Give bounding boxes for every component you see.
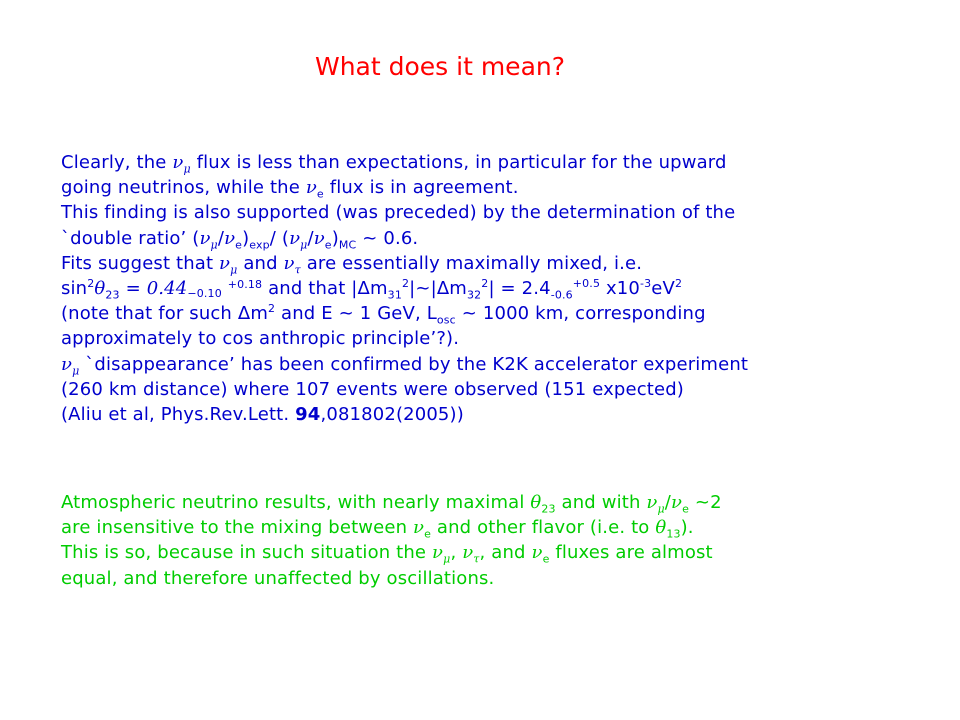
text-line: are insensitive to the mixing between $\nu_e$ and other flavor (i.e. to $\theta_{13}$). (61, 517, 694, 541)
text-line: $\sin^2\theta_{23} = 0.44-0.10$ $^{+0.18}$ and that $|\Delta m_{31}^2|\sim|\Delta m_{32}^2| = 2.4_{-0.6}^{+0.5}$ $x10^{-3}eV^2$ (61, 277, 683, 302)
text-line: going neutrinos, while the $\nu_e$ flux is in agreement. (61, 177, 519, 201)
text-line: (260 km distance) where 107 events were observed (151 expected) (61, 378, 684, 400)
text-line: (note that for such $\Delta m^2$ and E ~ 1 GeV, $L_{osc}$ ~ 1000 km, corresponding (61, 302, 706, 327)
text-line: Atmospheric neutrino results, with nearly maximal $\theta_{23}$ and with $\nu_\mu/\nu_e$ ~2 (61, 492, 722, 516)
text-line: This finding is also supported (was preceded) by the determination of the (61, 202, 736, 224)
text-line: `double ratio’ $(\nu_\mu/\nu_e)_{exp}/$ $(\nu_\mu/\nu_e)_{MC}$ ~ 0.6. (61, 227, 419, 252)
text-line: equal, and therefore unaffected by oscillations. (61, 567, 495, 589)
slide-title: What does it mean? (314, 52, 565, 81)
text-line: Clearly, the $\nu_\mu$ flux is less than expectations, in particular for the upward (61, 152, 727, 176)
text-line: $\nu_\mu$ `disappearance’ has been confirmed by the K2K accelerator experiment (61, 353, 749, 378)
text-line: Fits suggest that $\nu_\mu$ and $\nu_\tau$ are essentially maximally mixed, i.e. (61, 252, 643, 277)
text-line: approximately to cos anthropic principle’?). (61, 328, 460, 350)
text-line: This is so, because in such situation the $\nu_\mu$, $\nu_\tau$, and $\nu_e$ fluxes are almost (61, 542, 713, 566)
citation-line: (Aliu et al, Phys.Rev.Lett. 94,081802(2005)) (61, 404, 464, 426)
explanation-paragraph (61, 150, 941, 427)
summary-paragraph (61, 490, 941, 591)
